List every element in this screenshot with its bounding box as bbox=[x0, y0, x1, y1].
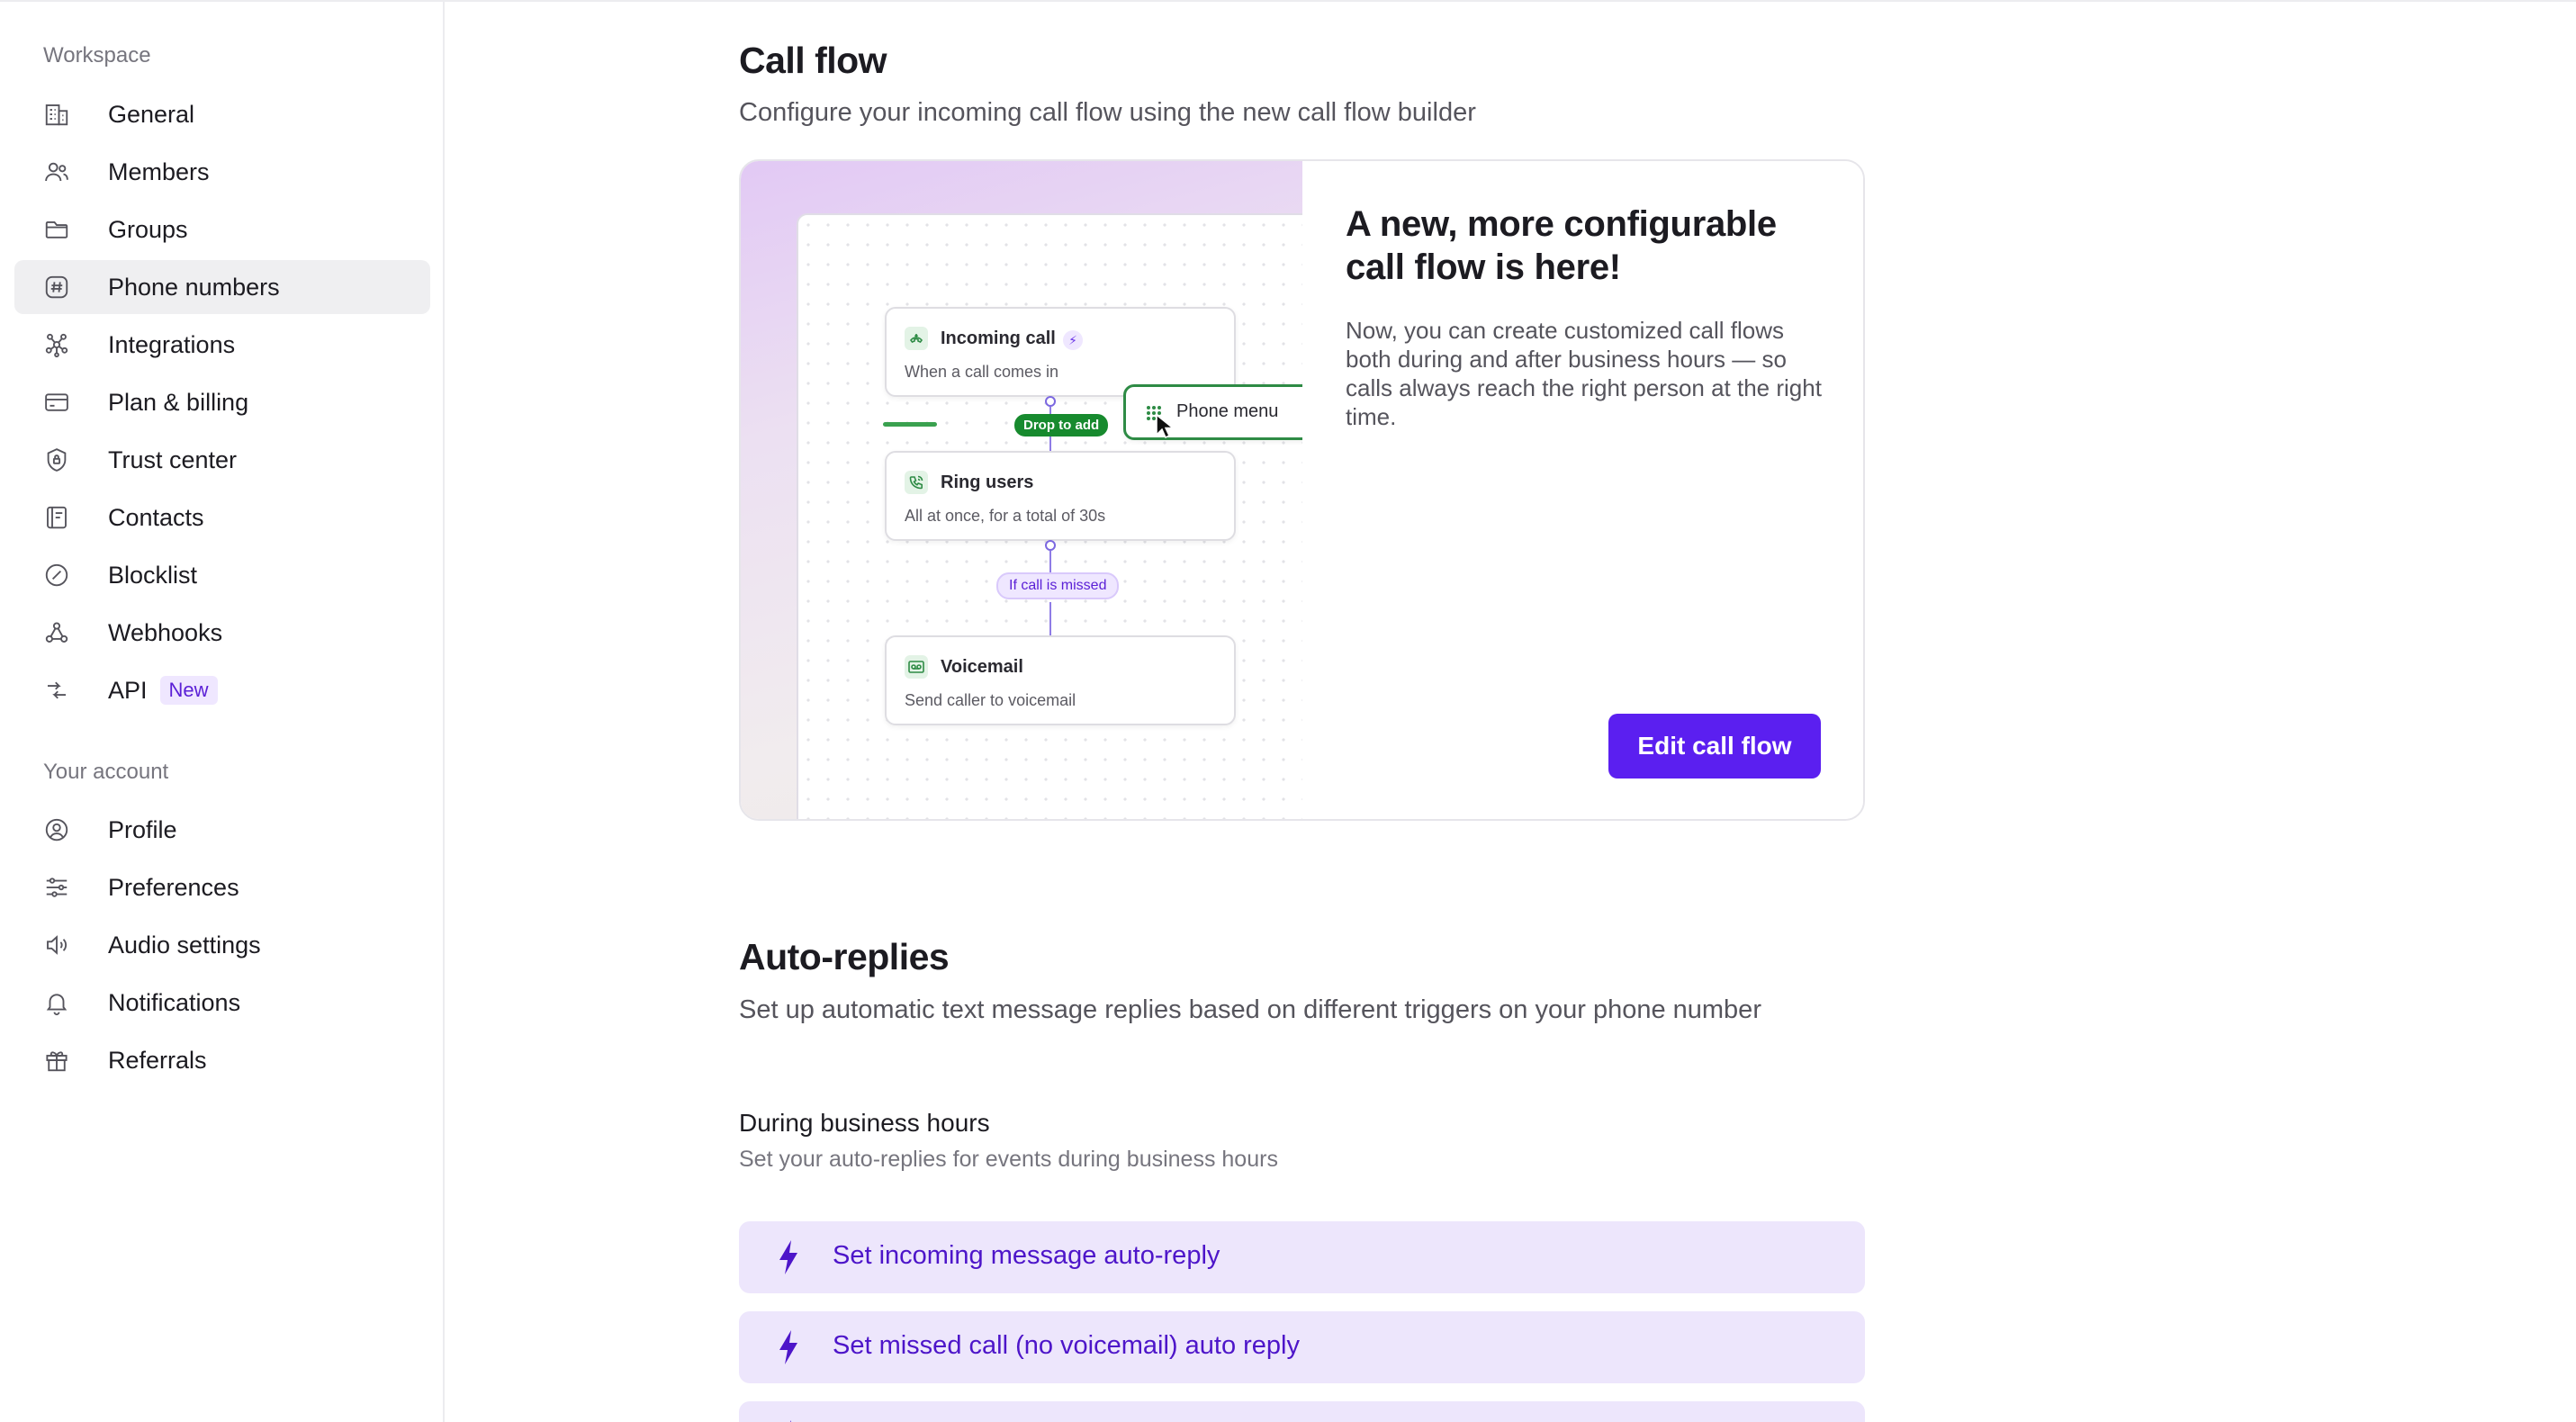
voicemail-node bbox=[885, 635, 1236, 725]
sidebar-item-label: Trust center bbox=[108, 446, 238, 473]
sidebar-item-label: Profile bbox=[108, 815, 177, 843]
card-body: Now, you can create customized call flows both during and after business hours — so calls always reach the right person at the right time. bbox=[1346, 317, 1822, 430]
sidebar-item-label: Phone numbers bbox=[108, 273, 280, 301]
shield-icon bbox=[43, 446, 70, 473]
ring-users-node bbox=[885, 451, 1236, 541]
call-flow-card-info bbox=[1302, 161, 1863, 819]
sidebar-item-members[interactable] bbox=[14, 145, 430, 199]
credit-card-icon bbox=[43, 389, 70, 416]
phone-menu-node bbox=[1123, 384, 1302, 440]
incoming-call-desc: When a call comes in bbox=[905, 363, 1059, 381]
sidebar-item-integrations[interactable] bbox=[14, 318, 430, 372]
ring-users-title: Ring users bbox=[941, 472, 1034, 492]
business-hours-title: During business hours bbox=[739, 1109, 990, 1137]
bell-icon bbox=[43, 989, 70, 1016]
folder-icon bbox=[43, 216, 70, 243]
sidebar-item-label: Contacts bbox=[108, 503, 204, 531]
sliders-icon bbox=[43, 874, 70, 901]
sidebar-item-label: Plan & billing bbox=[108, 388, 249, 416]
business-hours-subtitle: Set your auto-replies for events during business hours bbox=[739, 1147, 1278, 1172]
set-missed-call-auto-reply-button[interactable] bbox=[739, 1311, 1865, 1383]
if-call-is-missed-pill: If call is missed bbox=[996, 572, 1119, 599]
action-label: Set missed call (no voicemail) auto reply bbox=[833, 1331, 1300, 1360]
profile-icon bbox=[43, 816, 70, 843]
connector-dot bbox=[1045, 396, 1056, 407]
integrations-icon bbox=[43, 331, 70, 358]
sidebar-item-label: Webhooks bbox=[108, 618, 223, 646]
sidebar-item-label: Notifications bbox=[108, 988, 241, 1016]
sidebar-item-label: Integrations bbox=[108, 330, 236, 358]
new-badge: New bbox=[160, 676, 218, 705]
sidebar-item-groups[interactable] bbox=[14, 202, 430, 256]
call-flow-title: Call flow bbox=[739, 40, 887, 81]
sidebar-item-label bbox=[108, 676, 218, 705]
api-label-text: API bbox=[108, 677, 148, 704]
sidebar-item-label: Blocklist bbox=[108, 561, 198, 589]
drop-to-add-pill: Drop to add bbox=[1014, 414, 1108, 436]
action-label: Set incoming message auto-reply bbox=[833, 1241, 1220, 1270]
phone-ring-icon bbox=[905, 471, 928, 494]
speaker-icon bbox=[43, 932, 70, 958]
connector-line bbox=[1049, 551, 1051, 572]
sidebar-item-profile[interactable] bbox=[14, 803, 430, 857]
sidebar-item-webhooks[interactable] bbox=[14, 606, 430, 660]
sidebar-item-trust-center[interactable] bbox=[14, 433, 430, 487]
card-title: A new, more configurable call flow is here! bbox=[1346, 204, 1777, 287]
phone-menu-title: Phone menu bbox=[1176, 401, 1279, 421]
api-arrows-icon bbox=[43, 677, 70, 704]
lightning-icon bbox=[775, 1328, 802, 1366]
call-flow-card bbox=[739, 159, 1865, 821]
settings-sidebar bbox=[0, 0, 445, 1422]
sidebar-item-label: Referrals bbox=[108, 1046, 207, 1074]
sidebar-item-label: Members bbox=[108, 158, 210, 185]
call-flow-illustration bbox=[741, 161, 1302, 819]
sidebar-item-plan-billing[interactable] bbox=[14, 375, 430, 429]
cursor-icon bbox=[1155, 413, 1175, 440]
sidebar-item-blocklist[interactable] bbox=[14, 548, 430, 602]
voicemail-title: Voicemail bbox=[941, 657, 1023, 677]
ring-users-desc: All at once, for a total of 30s bbox=[905, 507, 1106, 525]
sidebar-item-audio-settings[interactable] bbox=[14, 918, 430, 972]
sidebar-item-label: Audio settings bbox=[108, 931, 261, 958]
call-flow-subtitle: Configure your incoming call flow using the new call flow builder bbox=[739, 98, 1476, 127]
gift-icon bbox=[43, 1047, 70, 1074]
sidebar-item-phone-numbers[interactable] bbox=[14, 260, 430, 314]
edit-call-flow-button[interactable]: Edit call flow bbox=[1608, 714, 1821, 778]
phone-incoming-icon bbox=[905, 327, 928, 350]
hash-icon bbox=[43, 274, 70, 301]
connector-dot bbox=[1045, 540, 1056, 551]
workspace-heading: Workspace bbox=[43, 43, 151, 68]
auto-replies-subtitle: Set up automatic text message replies based on different triggers on your phone number bbox=[739, 995, 1761, 1024]
sidebar-item-api[interactable] bbox=[14, 663, 430, 717]
set-incoming-auto-reply-button[interactable] bbox=[739, 1221, 1865, 1293]
users-icon bbox=[43, 158, 70, 185]
sidebar-item-label: Groups bbox=[108, 215, 188, 243]
voicemail-desc: Send caller to voicemail bbox=[905, 691, 1076, 709]
sidebar-item-label: General bbox=[108, 100, 195, 128]
sidebar-item-contacts[interactable] bbox=[14, 490, 430, 544]
voicemail-icon bbox=[905, 655, 928, 679]
lightning-icon bbox=[775, 1418, 802, 1422]
sidebar-item-notifications[interactable] bbox=[14, 976, 430, 1030]
building-icon bbox=[43, 101, 70, 128]
sidebar-item-preferences[interactable] bbox=[14, 860, 430, 914]
auto-reply-button-partial[interactable] bbox=[739, 1401, 1865, 1422]
sidebar-item-label: Preferences bbox=[108, 873, 239, 901]
sidebar-item-general[interactable] bbox=[14, 87, 430, 141]
contacts-icon bbox=[43, 504, 70, 531]
incoming-call-node bbox=[885, 307, 1236, 397]
lightning-icon bbox=[775, 1238, 802, 1276]
incoming-call-title: Incoming call bbox=[941, 328, 1056, 348]
drop-indicator-line bbox=[883, 422, 937, 427]
sidebar-item-referrals[interactable] bbox=[14, 1033, 430, 1087]
spark-icon: ⚡ bbox=[1063, 330, 1083, 350]
auto-replies-title: Auto-replies bbox=[739, 936, 950, 977]
your-account-heading: Your account bbox=[43, 760, 169, 784]
webhooks-icon bbox=[43, 619, 70, 646]
block-icon bbox=[43, 562, 70, 589]
